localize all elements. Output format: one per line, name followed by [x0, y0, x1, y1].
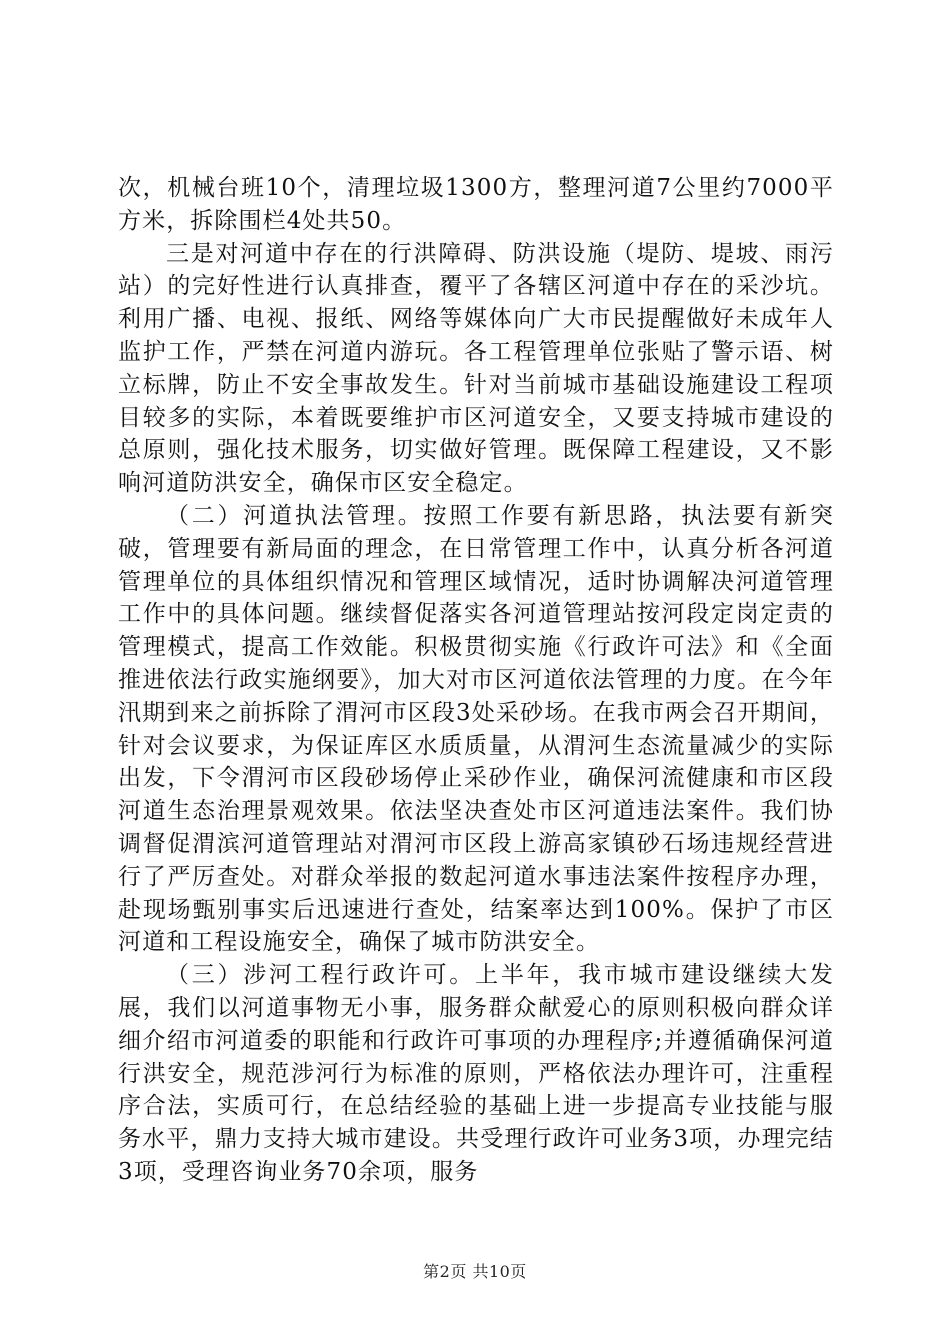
paragraph-continued: 次，机械台班10个，清理垃圾1300方，整理河道7公里约7000平方米，拆除围栏4处共50。: [118, 175, 834, 234]
paragraph-administrative-permits: （三）涉河工程行政许可。上半年，我市城市建设继续大发展，我们以河道事物无小事，服务群众献爱心的原则积极向群众详细介绍市河道委的职能和行政许可事项的办理程序;并遵循确保河道行洪安全，规范涉河行为标准的原则，严格依法办理许可，注重程序合法，实质可行，在总结经验的基础上进一步提高专业技能与服务水平，鼎力支持大城市建设。共受理行政许可业务3项，办理完结3项，受理咨询业务70余项，服务: [118, 962, 834, 1185]
document-body: [118, 172, 834, 1189]
page-footer: 第2页 共10页: [423, 1262, 527, 1281]
paragraph-river-law-enforcement: （二）河道执法管理。按照工作要有新思路，执法要有新突破，管理要有新局面的理念，在日常管理工作中，认真分析各河道管理单位的具体组织情况和管理区域情况，适时协调解决河道管理工作中的具体问题。继续督促落实各河道管理站按河段定岗定责的管理模式，提高工作效能。积极贯彻实施《行政许可法》和《全面推进依法行政实施纲要》，加大对市区河道依法管理的力度。在今年汛期到来之前拆除了渭河市区段3处采砂场。在我市两会召开期间，针对会议要求，为保证库区水质质量，从渭河生态流量减少的实际出发，下令渭河市区段砂场停止采砂作业，确保河流健康和市区段河道生态治理景观效果。依法坚决查处市区河道违法案件。我们协调督促渭滨河道管理站对渭河市区段上游高家镇砂石场违规经营进行了严厉查处。对群众举报的数起河道水事违法案件按程序办理，赴现场甄别事实后迅速进行查处，结案率达到100%。保护了市区河道和工程设施安全，确保了城市防洪安全。: [118, 502, 834, 956]
paragraph-flood-obstacles: 三是对河道中存在的行洪障碍、防洪设施（堤防、堤坡、雨污站）的完好性进行认真排查，覆平了各辖区河道中存在的采沙坑。利用广播、电视、报纸、网络等媒体向广大市民提醒做好未成年人监护工作，严禁在河道内游玩。各工程管理单位张贴了警示语、树立标牌，防止不安全事故发生。针对当前城市基础设施建设工程项目较多的实际，本着既要维护市区河道安全，又要支持城市建设的总原则，强化技术服务，切实做好管理。既保障工程建设，又不影响河道防洪安全，确保市区安全稳定。: [118, 240, 834, 497]
